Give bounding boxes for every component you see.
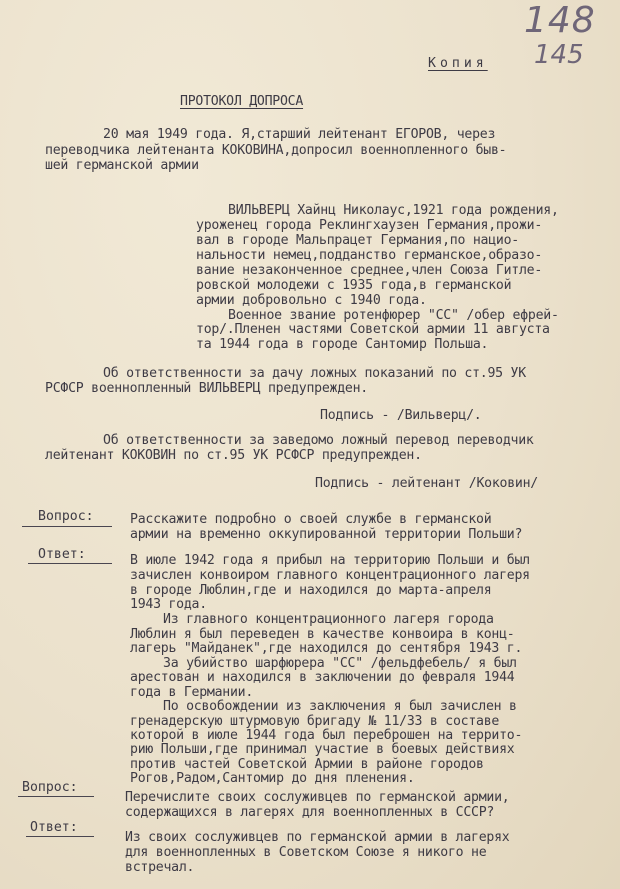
answer-line: зачислен конвоиром главного концентрационного лагеря: [130, 568, 530, 583]
label-underline: [22, 526, 112, 527]
answer-line: арестован и находился в заключении до февраля 1944: [130, 670, 515, 685]
answer-label: Ответ:: [30, 820, 78, 835]
warning-line: Об ответственности за заведомо ложный перевод переводчик: [103, 433, 534, 448]
answer-line: которой в июле 1944 года был переброшен на террито-: [130, 728, 523, 743]
subject-line: ВИЛЬВЕРЦ Хайнц Николаус,1921 года рождения,: [228, 203, 559, 218]
subject-line: нальности немец,подданство германское,образо-: [196, 248, 543, 263]
subject-line: вал в городе Мальпрацет Германия,по нацио-: [196, 233, 519, 248]
answer-line: Из главного концентрационного лагеря города: [163, 612, 494, 627]
warning-line: РСФСР военнопленный ВИЛЬВЕРЦ предупрежден.: [45, 381, 368, 396]
answer-line: 1943 года.: [130, 597, 207, 612]
label-underline: [26, 836, 94, 837]
signature-prisoner: Подпись - /Вильверц/.: [320, 408, 482, 423]
label-underline: [18, 796, 94, 797]
answer-line: В июле 1942 года я прибыл на территорию Польши и был: [130, 553, 530, 568]
answer-line: Из своих сослуживцев по германской армии в лагерях: [125, 830, 510, 845]
subject-line: ровской молодежи с 1935 года,в германской: [196, 278, 512, 293]
warning-line: Об ответственности за дачу ложных показаний по ст.95 УК: [103, 366, 526, 381]
question-label: Вопрос:: [38, 509, 94, 524]
question-line: армии на временно оккупированной территории Польши?: [130, 527, 523, 542]
question-line: Расскажите подробно о своей службе в германской: [130, 512, 492, 527]
answer-line: лагерь "Майданек",где находился до сентября 1943 г.: [130, 641, 523, 656]
answer-line: За убийство шарфюрера "СС" /фельдфебель/ я был: [163, 656, 517, 671]
intro-line: переводчика лейтенанта КОКОВИНА,допросил военнопленного быв-: [45, 143, 507, 158]
answer-line: встречал.: [125, 860, 195, 875]
subject-line: Военное звание ротенфюрер "СС" /обер ефрей-: [228, 308, 559, 323]
answer-line: против частей Советской Армии в районе городов: [130, 757, 484, 772]
subject-line: тор/.Пленен частями Советской армии 11 августа: [196, 322, 550, 337]
page-number-annotation: 148: [524, 0, 596, 41]
label-underline: [28, 563, 112, 564]
question-line: Перечислите своих сослуживцев по германской армии,: [125, 790, 510, 805]
subject-line: та 1944 года в городе Сантомир Польша.: [196, 337, 489, 352]
intro-line: 20 мая 1949 года. Я,старший лейтенант ЕГОРОВ, через: [103, 127, 496, 142]
answer-line: года в Германии.: [130, 685, 254, 700]
answer-line: Рогов,Радом,Сантомир до дня пленения.: [130, 771, 415, 786]
page-number-sub-annotation: 145: [534, 40, 584, 70]
subject-line: вание незаконченное среднее,член Союза Гитле-: [196, 263, 543, 278]
copy-label: Копия: [428, 56, 488, 71]
document-title: ПРОТОКОЛ ДОПРОСА: [180, 94, 304, 109]
answer-line: для военнопленных в Советском Союзе я никого не: [125, 845, 487, 860]
subject-line: армии добровольно с 1940 года.: [196, 293, 427, 308]
answer-line: По освобождении из заключения я был зачислен в: [163, 699, 517, 714]
subject-line: уроженец города Реклингхаузен Германия,прожи-: [196, 218, 543, 233]
answer-line: гренадерскую штурмовую бригаду № 11/33 в составе: [130, 714, 500, 729]
question-line: содержащихся в лагерях для военнопленных в СССР?: [125, 805, 495, 820]
signature-interpreter: Подпись - лейтенант /Коковин/: [315, 476, 538, 491]
answer-line: Люблин я был переведен в качестве конвоира в конц-: [130, 627, 515, 642]
intro-line: шей германской армии: [45, 158, 199, 173]
answer-line: в городе Люблин,где и находился до марта-апреля: [130, 583, 492, 598]
question-label: Вопрос:: [22, 780, 78, 795]
warning-line: лейтенант КОКОВИН по ст.95 УК РСФСР предупрежден.: [45, 448, 422, 463]
answer-label: Ответ:: [38, 547, 86, 562]
answer-line: рию Польши,где принимал участие в боевых действиях: [130, 742, 515, 757]
